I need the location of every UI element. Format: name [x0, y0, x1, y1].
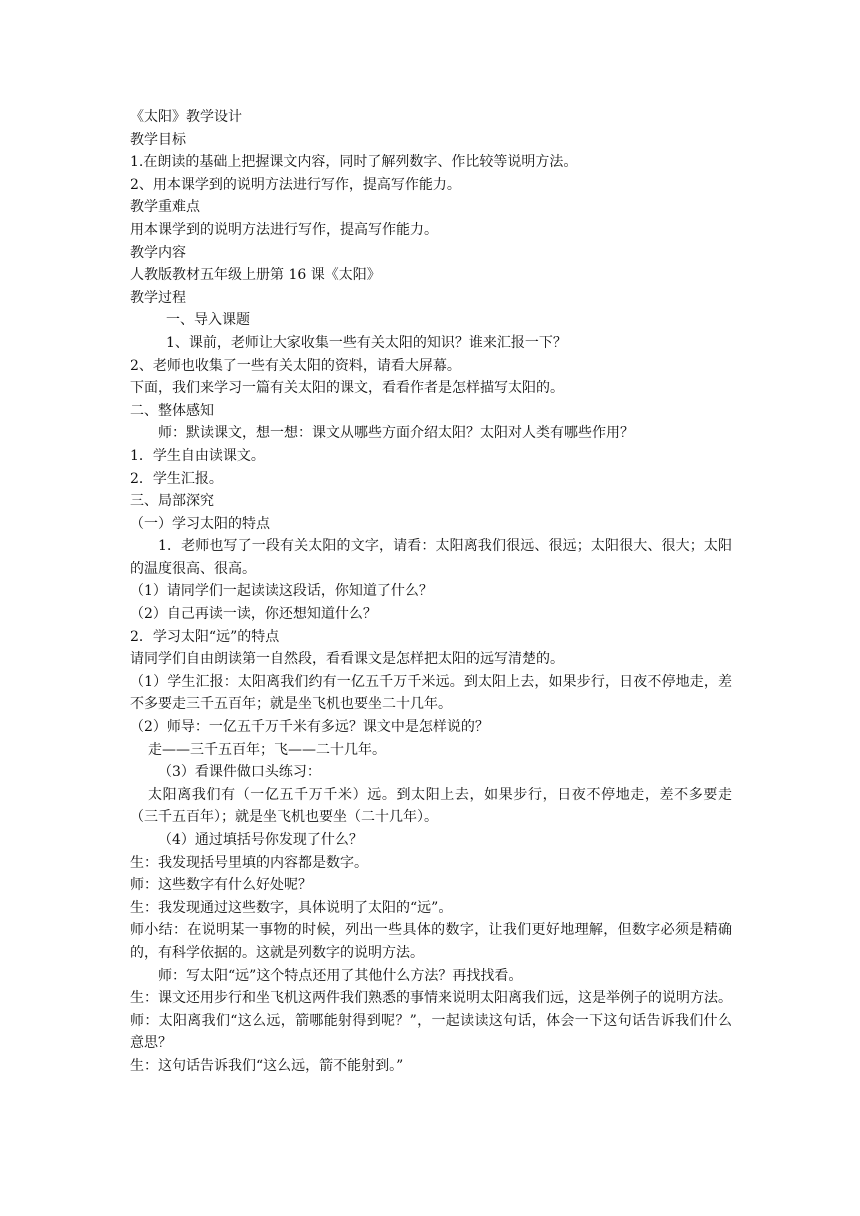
- paragraph: 太阳离我们有（一亿五千万千米）远。到太阳上去，如果步行，日夜不停地走，差不多要走（三千五百年）；就是坐飞机也要坐（二十几年）。: [130, 786, 732, 826]
- heading-teaching-goals: 教学目标: [130, 131, 186, 148]
- list-item: （1）请同学们一起读读这段话，你知道了什么？: [130, 583, 433, 600]
- subsection-heading: （一）学习太阳的特点: [130, 515, 270, 532]
- document-title: 《太阳》教学设计: [130, 109, 242, 125]
- goal-1: 1.在朗读的基础上把握课文内容，同时了解列数字、作比较等说明方法。: [130, 154, 578, 171]
- key-points-text: 用本课学到的说明方法进行写作，提高写作能力。: [130, 221, 438, 238]
- section-2-heading: 二、整体感知: [130, 402, 214, 419]
- dialogue-line: 生：课文还用步行和坐飞机这两件我们熟悉的事情来说明太阳离我们远，这是举例子的说明方法。: [130, 990, 732, 1007]
- paragraph: 师：默读课文，想一想：课文从哪些方面介绍太阳？太阳对人类有哪些作用？: [158, 425, 634, 442]
- list-item: （2）自己再读一读，你还想知道什么？: [130, 606, 377, 623]
- paragraph: 走——三千五百年；飞——二十几年。: [148, 741, 386, 758]
- paragraph: 1、课前，老师让大家收集一些有关太阳的知识？谁来汇报一下？: [166, 334, 567, 351]
- list-item: 2．学生汇报。: [130, 470, 223, 487]
- heading-teaching-process: 教学过程: [130, 289, 186, 306]
- dialogue-line: 师：写太阳“远”这个特点还用了其他什么方法？再找找看。: [158, 967, 523, 984]
- list-item: （4）通过填括号你发现了什么？: [158, 832, 363, 848]
- list-item: 1．学生自由读课文。: [130, 447, 265, 464]
- list-item: （2）师导：一亿五千万千米有多远？课文中是怎样说的？: [130, 719, 489, 736]
- paragraph: 1．老师也写了一段有关太阳的文字，请看：太阳离我们很远、很远；太阳很大、很大；太阳的温度很高、很高。: [130, 538, 732, 577]
- dialogue-line: 师小结：在说明某一事物的时候，列出一些具体的数字，让我们更好地理解，但数字必须是精确的，有科学依据的。这就是列数字的说明方法。: [130, 922, 732, 961]
- document-page: [130, 106, 732, 1078]
- dialogue-line: 师：太阳离我们“这么远，箭哪能射得到呢？”，一起读读这句话，体会一下这句话告诉我们什么意思？: [130, 1012, 732, 1052]
- dialogue-line: 生：这句话告诉我们“这么远，箭不能射到。”: [130, 1057, 404, 1074]
- heading-key-points: 教学重难点: [130, 199, 200, 216]
- paragraph: 下面，我们来学习一篇有关太阳的课文，看看作者是怎样描写太阳的。: [130, 380, 564, 397]
- teaching-content-text: 人教版教材五年级上册第 16 课《太阳》: [130, 267, 381, 284]
- dialogue-line: 师：这些数字有什么好处呢？: [130, 877, 312, 894]
- subsection-heading: 2．学习太阳“远”的特点: [130, 628, 280, 645]
- paragraph: 2、老师也收集了一些有关太阳的资料，请看大屏幕。: [130, 357, 461, 374]
- list-item: （3）看课件做口头练习：: [158, 764, 321, 781]
- paragraph: 请同学们自由朗读第一自然段，看看课文是怎样把太阳的远写清楚的。: [130, 651, 564, 668]
- section-1-heading: 一、导入课题: [166, 312, 250, 329]
- heading-teaching-content: 教学内容: [130, 244, 186, 261]
- dialogue-line: 生：我发现括号里填的内容都是数字。: [130, 854, 368, 871]
- section-3-heading: 三、局部深究: [130, 493, 214, 510]
- paragraph: （1）学生汇报：太阳离我们约有一亿五千万千米远。到太阳上去，如果步行，日夜不停地走，差不多要走三千五百年；就是坐飞机也要坐二十几年。: [130, 673, 732, 713]
- goal-2: 2、用本课学到的说明方法进行写作，提高写作能力。: [130, 176, 461, 193]
- dialogue-line: 生：我发现通过这些数字，具体说明了太阳的“远”。: [130, 899, 453, 916]
